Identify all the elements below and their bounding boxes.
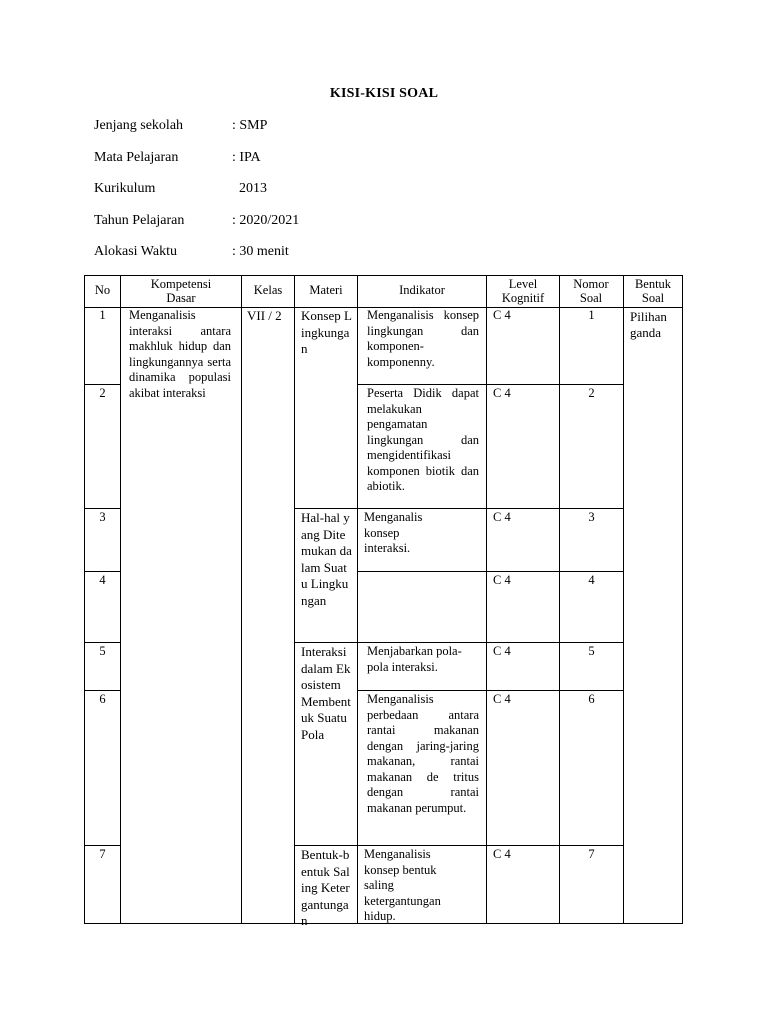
row-nomor: 2 [588, 386, 595, 400]
row-no: 2 [99, 386, 106, 400]
meta-value: 2013 [232, 181, 267, 196]
row-indikator: Menganalisis konsep lingkungan dan komponen-komponenny. [367, 308, 479, 369]
header-kelas: Kelas [253, 283, 283, 297]
kompetensi-dasar: Menganalisis interaksi antara makhluk hidup dan lingkungannya serta dinamika populasi akibat interaksi [129, 308, 231, 400]
meta-value: : 30 menit [232, 244, 289, 259]
row-no: 3 [99, 510, 106, 524]
row-level: C 4 [493, 692, 511, 706]
meta-label: Alokasi Waktu [94, 244, 177, 259]
meta-label: Jenjang sekolah [94, 118, 184, 133]
header-kompetensi: Kompetensi Dasar [150, 277, 212, 305]
meta-label: Kurikulum [94, 181, 156, 196]
row-nomor: 5 [588, 644, 595, 658]
materi-interaksi: Interaksi dalam Ekosistem Membentuk Suatu Pola [301, 644, 351, 742]
materi-hal-hal: Hal-hal yang Ditemukan dalam Suatu Lingkungan [301, 510, 352, 608]
meta-value: : SMP [232, 118, 268, 133]
row-indikator: Menjabarkan pola-pola interaksi. [367, 644, 462, 674]
bentuk-soal: Pilihan ganda [630, 309, 667, 340]
row-nomor: 3 [588, 510, 595, 524]
row-nomor: 7 [588, 847, 595, 861]
header-bentuk: Bentuk Soal [634, 277, 672, 305]
row-level: C 4 [493, 386, 511, 400]
row-no: 7 [99, 847, 106, 861]
kelas-value: VII / 2 [247, 308, 282, 323]
meta-label: Mata Pelajaran [94, 150, 179, 165]
row-level: C 4 [493, 847, 511, 861]
header-indikator: Indikator [399, 283, 445, 297]
row-indikator: Menganalisis konsep bentuk saling ketergantungan hidup. [364, 847, 441, 923]
document-title: KISI-KISI SOAL [329, 86, 439, 101]
header-level: Level Kognitif [501, 277, 545, 305]
meta-value: : IPA [232, 150, 261, 165]
row-no: 4 [99, 573, 106, 587]
row-level: C 4 [493, 573, 511, 587]
row-nomor: 4 [588, 573, 595, 587]
row-no: 1 [99, 308, 106, 322]
row-indikator: Peserta Didik dapat melakukan pengamatan lingkungan dan mengidentifikasi komponen biotik dan abiotik. [367, 386, 479, 493]
row-no: 5 [99, 644, 106, 658]
row-no: 6 [99, 692, 106, 706]
materi-bentuk: Bentuk-bentuk Saling Ketergantungan [301, 847, 350, 928]
header-no: No [94, 283, 111, 297]
row-indikator: Menganalis konsep interaksi. [364, 510, 423, 555]
row-indikator: Menganalisis perbedaan antara rantai makanan dengan jaring-jaring makanan, rantai makanan de tritus dengan rantai makanan perumput. [367, 692, 479, 815]
header-materi: Materi [309, 283, 343, 297]
row-nomor: 1 [588, 308, 595, 322]
row-level: C 4 [493, 644, 511, 658]
row-level: C 4 [493, 308, 511, 322]
materi-konsep-lingkungan: Konsep Lingkungan [301, 308, 352, 356]
row-level: C 4 [493, 510, 511, 524]
header-nomor: Nomor Soal [573, 277, 609, 305]
row-nomor: 6 [588, 692, 595, 706]
meta-value: : 2020/2021 [232, 213, 300, 228]
meta-label: Tahun Pelajaran [94, 213, 185, 228]
